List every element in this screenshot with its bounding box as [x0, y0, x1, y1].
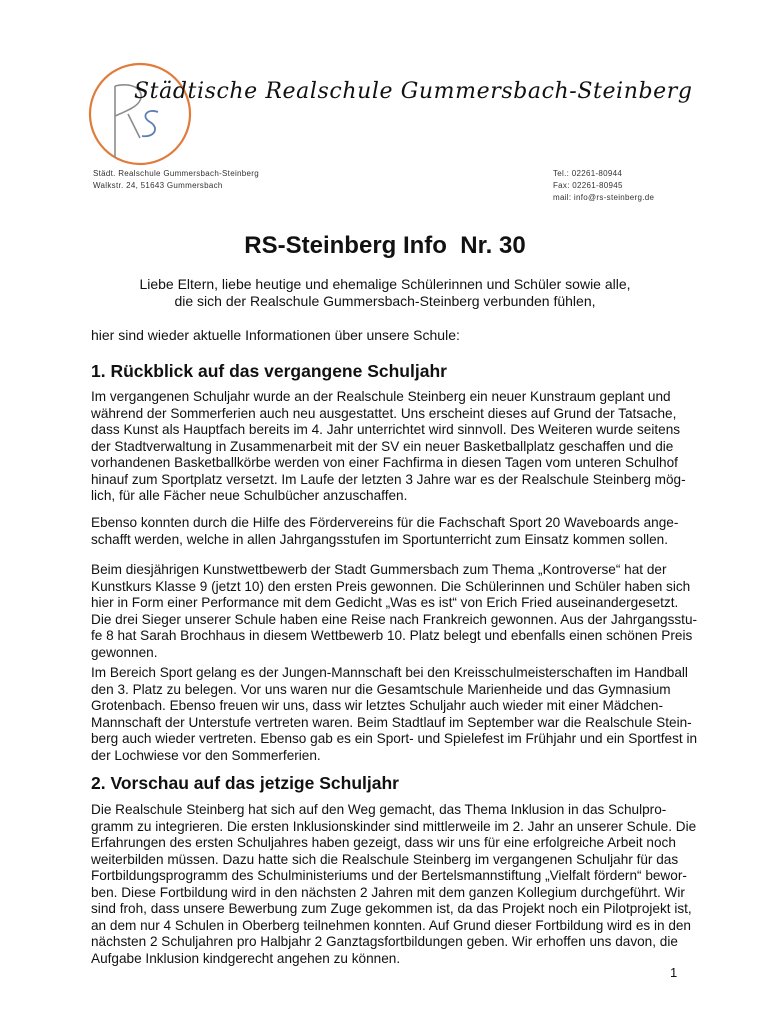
greeting-line: Liebe Eltern, liebe heutige und ehemalige Schülerinnen und Schüler sowie alle,: [139, 276, 631, 292]
document-title: RS-Steinberg Info Nr. 30: [244, 232, 526, 259]
text-line: Kunstkurs Klasse 9 (jetzt 10) den ersten Preis gewonnen. Die Schülerinnen und Schüler haben sich: [91, 578, 691, 594]
text-line: Die drei Sieger unserer Schule haben eine Reise nach Frankreich gewonnen. Aus der Jahrgangsstu-: [91, 611, 698, 627]
text-line: Mannschaft der Unterstufe vertreten waren. Beim Stadtlauf im September war die Realschule Stein-: [91, 714, 692, 730]
text-line: Grotenbach. Ebenso freuen wir uns, dass wir letztes Schuljahr auch wieder mit einer Mädchen-: [91, 698, 663, 713]
text-line: gramm zu integrieren. Die ersten Inklusionskinder sind mittlerweile im 2. Jahr an unserer Schule. Die: [91, 818, 697, 834]
text-line: Im vergangenen Schuljahr wurde an der Realschule Steinberg ein neuer Kunstraum geplant und: [91, 389, 671, 404]
text-line: ben. Diese Fortbildung wird in den nächsten 2 Jahren mit dem ganzen Kollegium durchgeführt. Wir: [91, 884, 685, 900]
greeting: [0, 276, 770, 310]
section-heading-2: 2. Vorschau auf das jetzige Schuljahr: [91, 773, 399, 793]
address-block-left: [93, 168, 259, 192]
school-logo-icon: [80, 58, 200, 168]
phone-line: Tel.: 02261-80944: [553, 169, 623, 178]
text-line: Die Realschule Steinberg hat sich auf den Weg gemacht, das Thema Inklusion in das Schulpro-: [91, 802, 667, 817]
address-line: Walkstr. 24, 51643 Gummersbach: [93, 181, 223, 190]
email-line: mail: info@rs-steinberg.de: [553, 193, 655, 202]
text-line: lich, für alle Fächer neue Schulbücher anzuschaffen.: [91, 488, 408, 503]
school-name: Städtische Realschule Gummersbach-Steinberg: [134, 79, 693, 104]
text-line: den 3. Platz zu belegen. Vor uns waren nur die Gesamtschule Marienheide und das Gymnasium: [91, 681, 671, 697]
text-line: weiterbilden müssen. Dazu hatte sich die Realschule Steinberg im vergangenen Schuljahr für das: [91, 851, 679, 867]
text-line: Im Bereich Sport gelang es der Jungen-Mannschaft bei den Kreisschulmeisterschaften im Handball: [91, 665, 688, 680]
text-line: vorhandenen Basketballkörbe werden von einer Fachfirma in diesen Tagen vom unteren Schulhof: [91, 455, 678, 470]
contact-block-right: [553, 168, 654, 204]
lead-sentence: hier sind wieder aktuelle Informationen über unsere Schule:: [91, 327, 460, 343]
text-line: der Lochwiese vor den Sommerferien.: [91, 747, 321, 763]
text-line: Ebenso konnten durch die Hilfe des Fördervereins für die Fachschaft Sport 20 Waveboards ange-: [91, 515, 679, 530]
text-line: hinauf zum Sportplatz versetzt. Im Laufe der letzten 3 Jahre war es der Realschule Steinberg mög-: [91, 471, 686, 487]
text-line: Erfahrungen des ersten Schuljahres haben gezeigt, dass wir uns für eine erfolgreiche Arbeit noch: [91, 835, 676, 850]
paragraph: [91, 665, 701, 764]
text-line: der Stadtverwaltung in Zusammenarbeit mit der SV ein neuer Basketballplatz geschaffen und die: [91, 438, 674, 454]
text-line: an dem nur 4 Schulen in Oberberg teilnehmen konnten. Auf Grund dieser Fortbildung wird es in den: [91, 917, 691, 933]
paragraph: [91, 389, 701, 505]
text-line: Aufgabe Inklusion kindgerecht angehen zu können.: [91, 950, 401, 966]
fax-line: Fax: 02261-80945: [553, 181, 623, 190]
text-line: Beim diesjährigen Kunstwettbewerb der Stadt Gummersbach zum Thema „Kontroverse“ hat der: [91, 562, 667, 577]
text-line: fe 8 hat Sarah Brochhaus in diesem Wettbewerb 10. Platz belegt und ebenfalls einen schönen Preis: [91, 628, 693, 643]
paragraph: [91, 802, 701, 967]
text-line: hier in Form einer Performance mit dem Gedicht „Was es ist“ von Erich Fried auseinandergesetzt.: [91, 595, 679, 610]
text-line: berg auch wieder vertreten. Ebenso gab es ein Sport- und Spielefest im Frühjahr und ein Sportfest in: [91, 731, 698, 746]
text-line: dass Kunst als Hauptfach bereits im 4. Jahr unterrichtet wird sinnvoll. Des Weiteren wurde seitens: [91, 422, 681, 437]
address-line: Städt. Realschule Gummersbach-Steinberg: [93, 169, 259, 178]
greeting-line: die sich der Realschule Gummersbach-Steinberg verbunden fühlen,: [174, 293, 596, 309]
text-line: gewonnen.: [91, 644, 158, 660]
paragraph: [91, 562, 701, 661]
text-line: Fortbildungsprogramm des Schulministeriums und der Bertelsmannstiftung „Vielfalt fördern“ bewor-: [91, 868, 687, 883]
text-line: sind froh, dass unsere Bewerbung zum Zuge gekommen ist, da das Projekt noch ein Pilotprojekt ist,: [91, 901, 692, 916]
text-line: während der Sommerferien auch neu ausgestattet. Uns erscheint dieses auf Grund der Tatsache,: [91, 405, 677, 421]
page-number: 1: [670, 965, 678, 980]
text-line: schafft werden, welche in allen Jahrgangsstufen im Sportunterricht zum Einsatz kommen sollen.: [91, 531, 669, 547]
text-line: nächsten 2 Schuljahren pro Halbjahr 2 Ganztagsfortbildungen geben. Wir erhoffen uns davon, die: [91, 934, 678, 949]
section-heading-1: 1. Rückblick auf das vergangene Schuljahr: [91, 361, 447, 381]
paragraph: [91, 515, 701, 548]
